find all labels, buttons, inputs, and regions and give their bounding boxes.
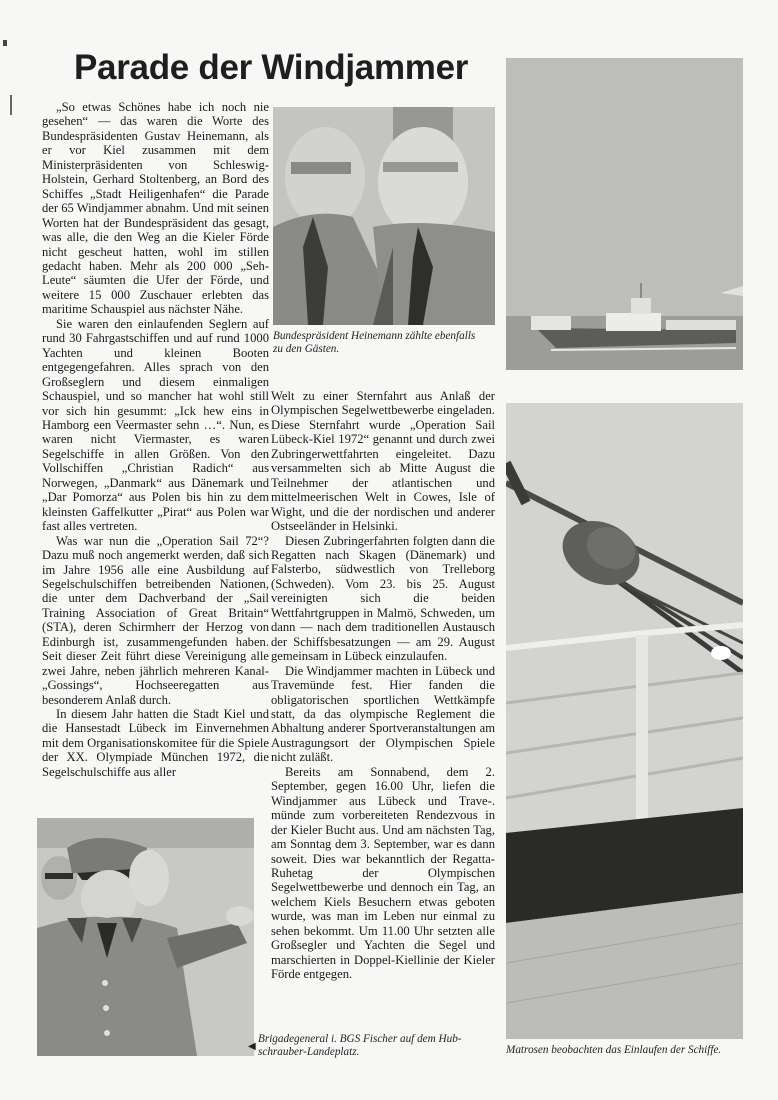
paragraph: Was war nun die „Operation Sail 72“? Dazu muß noch angemerkt werden, daß sich im Jahre 1956 alle eine Ausbildung auf Segelschulschiffen betreibenden Nationen, die unter dem Dachverband der „Sail Training Association of Great Britain“ (STA), deren Schirmherr der Herzog von Edinburgh ist, zusammengefunden haben. Seit dieser Zeit führt diese Vereinigung alle zwei Jahre, neben jährlich mehreren Kanal-„Gossings“, Hochseeregatten aus besonderem Anlaß durch. — [42, 533, 269, 707]
photo-caption-heinemann — [273, 330, 497, 356]
article-title: Parade der Windjammer — [74, 48, 469, 87]
margin-mark — [3, 40, 7, 46]
arrow-left-icon: ◀ — [248, 1041, 256, 1052]
paragraph: Die Windjammer machten in Lübeck und Travemünde fest. Hier fanden die obligatorischen sportlichen Wettkämpfe statt, da das olympische Reglement die Abhaltung anderer Sportveranstaltungen am Austragungsort der Olympischen Spiele nicht zuläßt. — [271, 663, 495, 765]
paragraph: Diesen Zubringerfahrten folgten dann die Regatten nach Skagen (Dänemark) und Falsterbo, südwestlich von Trelleborg (Schweden). Vom 23. bis 25. August vereinigten sich die beiden Wettfahrtgruppen in Malmö, Schweden, um dann — nach dem traditionellen Austausch der Schiffsbesatzungen — am 29. August gemeinsam in Lübeck einzulaufen. — [271, 533, 495, 664]
paragraph: Sie waren den einlaufenden Seglern auf rund 30 Fahrgastschiffen und auf rund 1000 Yachten und kleinen Booten entgegengefahren. Alles sprach von den Großseglern und diesem einmaligen Schauspiel, und so mancher hat wohl still vor sich hin gesummt: „Ick hew eins in Hamborg een Veermaster sehn …“. Nun, es waren nicht Viermaster, es waren Segelschiffe in allen Größen. Von den Vollschiffen „Christian Radich“ aus Norwegen, „Danmark“ aus Dänemark und „Dar Pomorza“ aus Polen bis hin zu dem kleinsten Gaffelkutter „Pirat“ aus Polen war fast alles vertreten. — [42, 316, 269, 534]
article-column-1 — [42, 100, 269, 779]
photo-heinemann — [273, 107, 495, 325]
photo-rigging-image — [506, 403, 743, 1039]
caption-line: Brigadegeneral i. BGS Fischer auf dem Hub- — [258, 1033, 462, 1045]
caption-line: Bundespräsident Heinemann zählte ebenfalls — [273, 330, 476, 342]
paragraph: In diesem Jahr hatten die Stadt Kiel und die Hansestadt Lübeck im Einvernehmen mit dem Organisationskomitee für die Spiele der XX. Olympiade München 1972, die Segelschulschiffe aus aller — [42, 707, 269, 779]
photo-general — [37, 818, 254, 1056]
article-column-2 — [271, 389, 495, 982]
photo-ship-image — [506, 58, 743, 370]
caption-line: schrauber-Landeplatz. — [258, 1046, 360, 1058]
photo-ship — [506, 58, 743, 370]
photo-caption-general — [248, 1033, 498, 1059]
caption-line: zu den Gästen. — [273, 343, 340, 355]
photo-two-men-image — [273, 107, 495, 325]
photo-general-image — [37, 818, 254, 1056]
margin-mark — [10, 95, 12, 115]
paragraph: Bereits am Sonnabend, dem 2. September, gegen 16.00 Uhr, liefen die Windjammer aus Lübeck und Trave-. münde zum vorbereiteten Rendezvous in der Kieler Bucht aus. Und am nächsten Tag, am Sonntag dem 3. September, war es dann soweit. Dies war bekanntlich der Regatta-Ruhetag der Olympischen Segelwettbewerbe und dennoch ein Tag, an welchem Kiels Besuchern etwas geboten wurde, was man im Leben nur einmal zu sehen bekommt. Um 11.00 Uhr setzten alle Großsegler und Yachten die Segel und marschierten in Doppel-Kiellinie der Kieler Förde entgegen. — [271, 764, 495, 982]
photo-rigging — [506, 403, 743, 1039]
paragraph: „So etwas Schönes habe ich noch nie gesehen“ — das waren die Worte des Bundespräsidenten Gustav Heinemann, als er vor Kiel zusammen mit dem Ministerpräsidenten von Schleswig-Holstein, Gerhard Stoltenberg, an Bord des Schiffes „Stadt Heiligenhafen“ die Parade der 65 Windjammer abnahm. Und mit seinen Worten hat der Bundespräsident das gesagt, was alle, die den Weg an die Kieler Förde nicht gescheut hatten, wohl im stillen gedacht haben. Mehr als 200 000 „Seh-Leute“ säumten die Ufer der Förde, und weitere 15 000 Zuschauer erlebten das maritime Schauspiel aus nächster Nähe. — [42, 100, 269, 317]
photo-caption-rigging: Matrosen beobachten das Einlaufen der Schiffe. — [506, 1044, 722, 1056]
paragraph: Welt zu einer Sternfahrt aus Anlaß der Olympischen Segelwettbewerbe eingeladen. Diese Sternfahrt wurde „Operation Sail Lübeck-Kiel 1972“ genannt und durch zwei Zubringerwettfahrten eingeleitet. Dazu versammelten sich ab Mitte August die Teilnehmer der atlantischen und mittelmeerischen Welt in Cowes, Isle of Wight, und die der nordischen und anderer Ostseeländer in Helsinki. — [271, 389, 495, 534]
